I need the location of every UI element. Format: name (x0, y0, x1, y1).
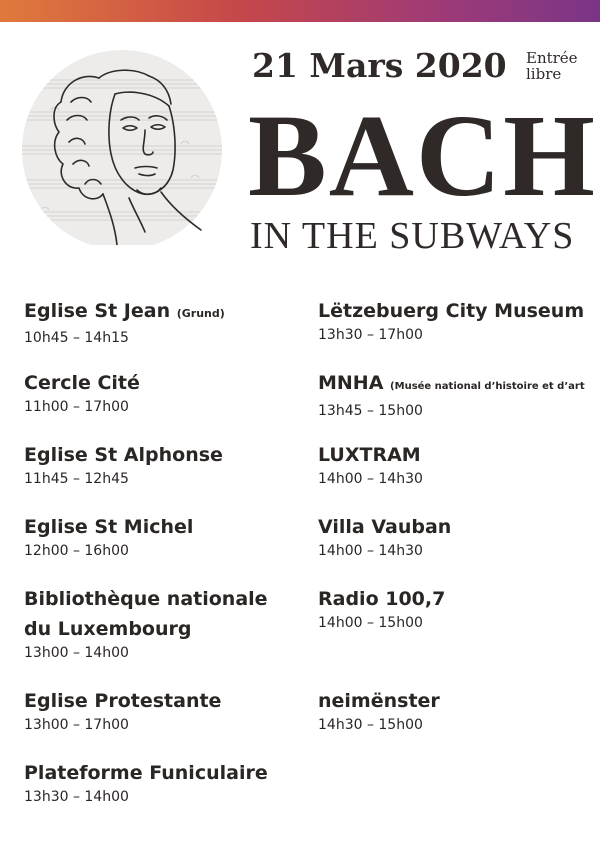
poster-subtitle: IN THE SUBWAYS (250, 215, 575, 257)
venue-time: 13h00 – 17h00 (24, 717, 129, 733)
venue-letzebuerg-city-museum (318, 296, 584, 344)
venue-time: 14h00 – 14h30 (318, 543, 423, 559)
venue-name: Eglise St Michel (24, 516, 194, 538)
venue-name-line2: du Luxembourg (24, 618, 192, 640)
venue-name: Radio 100,7 (318, 588, 446, 610)
venue-mnha (318, 368, 600, 420)
libre-line: libre (526, 65, 562, 83)
venue-time: 11h45 – 12h45 (24, 471, 129, 487)
venue-plateforme-funiculaire (24, 758, 268, 806)
venue-name: Eglise St Alphonse (24, 444, 223, 466)
venue-time: 10h45 – 14h15 (24, 330, 129, 346)
venue-luxtram (318, 440, 423, 488)
venue-note: (Grund) (176, 307, 225, 320)
venue-name: Villa Vauban (318, 516, 452, 538)
venue-bibliotheque-nationale (24, 584, 268, 662)
venue-time: 14h00 – 14h30 (318, 471, 423, 487)
venue-name: MNHA (Musée national d’histoire et d’art (318, 372, 585, 394)
venue-time: 14h00 – 15h00 (318, 615, 423, 631)
venue-time: 12h00 – 16h00 (24, 543, 129, 559)
venue-neimenster (318, 686, 440, 734)
venue-time: 11h00 – 17h00 (24, 399, 129, 415)
venue-name: LUXTRAM (318, 444, 421, 466)
venue-time: 13h30 – 17h00 (318, 327, 423, 343)
event-date: 21 Mars 2020 (252, 46, 507, 85)
venue-eglise-st-jean (24, 296, 225, 347)
venue-name: neimënster (318, 690, 440, 712)
venue-name: Eglise Protestante (24, 690, 222, 712)
venue-eglise-st-michel (24, 512, 193, 560)
venue-time: 13h00 – 14h00 (24, 645, 129, 661)
top-gradient-bar (0, 0, 600, 22)
venue-name: Eglise St Jean (Grund) (24, 300, 225, 322)
venue-note: (Musée national d’histoire et d’art (390, 381, 585, 392)
venue-eglise-protestante (24, 686, 221, 734)
venue-time: 14h30 – 15h00 (318, 717, 423, 733)
entree-line: Entrée (526, 49, 578, 67)
bach-portrait-illustration (11, 50, 233, 245)
venue-time: 13h45 – 15h00 (318, 403, 423, 419)
venue-eglise-st-alphonse (24, 440, 223, 488)
venue-villa-vauban (318, 512, 451, 560)
poster-title: BACH (248, 90, 597, 221)
venue-time: 13h30 – 14h00 (24, 789, 129, 805)
venue-name: Plateforme Funiculaire (24, 762, 268, 784)
venue-name: Lëtzebuerg City Museum (318, 300, 585, 322)
venue-cercle-cite (24, 368, 140, 416)
venue-radio-100-7 (318, 584, 445, 632)
entry-free-label (526, 50, 596, 82)
venue-name: Bibliothèque nationale (24, 588, 268, 610)
venue-name: Cercle Cité (24, 372, 140, 394)
